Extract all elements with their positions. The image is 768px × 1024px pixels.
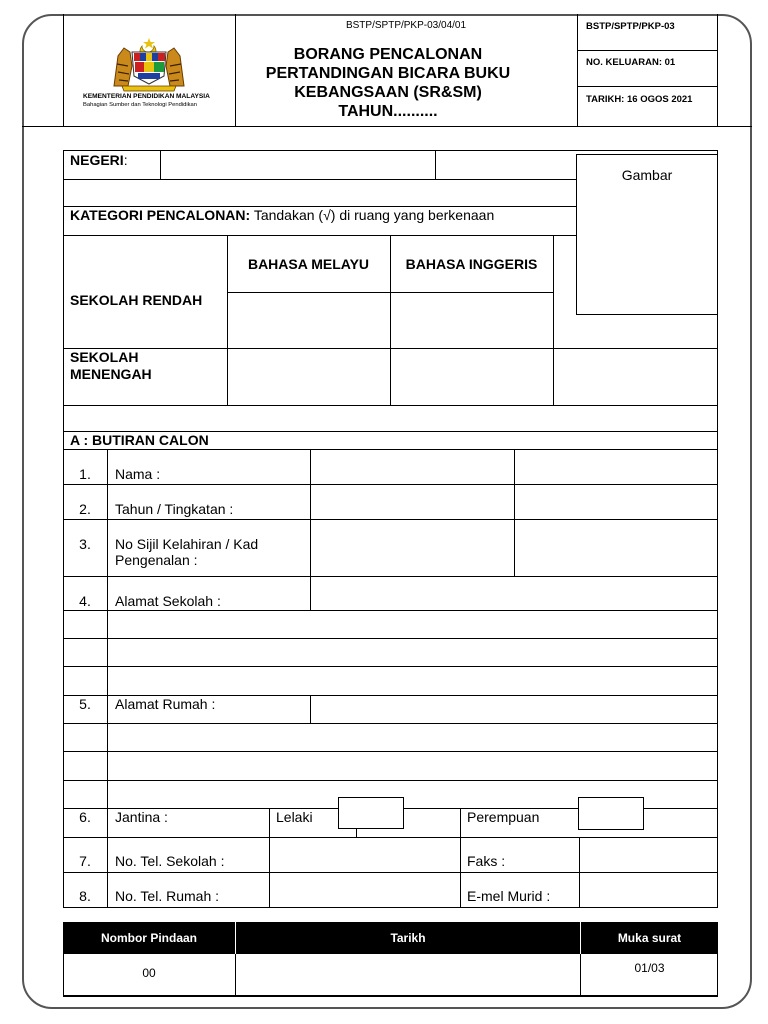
checkbox-sr-bm[interactable] [228,293,389,347]
nama-input[interactable] [311,450,717,484]
negeri-input[interactable] [161,151,435,179]
tel-rumah-label: No. Tel. Rumah : [115,888,220,904]
muka-surat-value: 01/03 [634,961,665,975]
item-number: 2. [79,501,91,517]
kategori-instruction: KATEGORI PENCALONAN: Tandakan (√) di ruang yang berkenaan [70,207,495,223]
issue-date: TARIKH: 16 OGOS 2021 [586,94,693,105]
ministry-crest-logo [108,36,190,92]
alamat-rumah-input[interactable] [311,696,717,723]
section-a-title: A : BUTIRAN CALON [70,432,209,448]
alamat-sekolah-label: Alamat Sekolah : [115,593,221,609]
ministry-name: KEMENTERIAN PENDIDIKAN MALAYSIA [83,93,210,100]
alamat-sekolah-input[interactable] [311,577,717,610]
item-number: 4. [79,593,91,609]
checkbox-sm-bi[interactable] [391,349,552,404]
sijil-kelahiran-input[interactable] [311,520,717,576]
col-bahasa-inggeris: BAHASA INGGERIS [405,256,538,272]
item-number: 1. [79,466,91,482]
negeri-label: NEGERI: [70,152,128,168]
checkbox-sr-bi[interactable] [391,293,552,347]
tel-sekolah-label: No. Tel. Sekolah : [115,853,225,869]
checkbox-sm-bm[interactable] [228,349,389,404]
document-code: BSTP/SPTP/PKP-03/04/01 [345,20,467,31]
faks-label: Faks : [467,853,506,869]
sijil-kelahiran-label: No Sijil Kelahiran / Kad Pengenalan : [115,536,259,568]
faks-input[interactable] [580,838,717,872]
perempuan-checkbox[interactable] [578,797,644,830]
lelaki-checkbox[interactable] [338,797,404,829]
reference-code: BSTP/SPTP/PKP-03 [586,21,675,32]
item-number: 7. [79,853,91,869]
col-bahasa-melayu: BAHASA MELAYU [247,256,370,272]
tel-rumah-input[interactable] [270,873,460,907]
tel-sekolah-input[interactable] [270,838,460,872]
muka-surat-header: Muka surat [581,922,718,954]
nombor-pindaan-header: Nombor Pindaan [63,922,235,954]
ministry-division: Bahagian Sumber dan Teknologi Pendidikan [83,102,197,108]
item-number: 8. [79,888,91,904]
alamat-rumah-label: Alamat Rumah : [115,696,216,712]
item-number: 3. [79,536,91,552]
row-sekolah-menengah: SEKOLAH MENENGAH [70,349,152,382]
emel-murid-label: E-mel Murid : [467,888,551,904]
issue-number: NO. KELUARAN: 01 [586,57,676,68]
lelaki-label: Lelaki [276,809,313,825]
item-number: 6. [79,809,91,825]
photo-label: Gambar [621,167,673,183]
tahun-tingkatan-label: Tahun / Tingkatan : [115,501,234,517]
emel-murid-input[interactable] [580,873,717,907]
form-title: BORANG PENCALONAN PERTANDINGAN BICARA BUKU KEBANGSAAN (SR&SM) TAHUN.......... [265,46,511,120]
item-number: 5. [79,696,91,712]
nombor-pindaan-value: 00 [142,966,156,980]
perempuan-label: Perempuan [467,809,540,825]
nama-label: Nama : [115,466,161,482]
row-sekolah-rendah: SEKOLAH RENDAH [70,292,203,308]
jantina-label: Jantina : [115,809,168,825]
tahun-tingkatan-input[interactable] [311,485,717,519]
tarikh-header: Tarikh [236,922,580,954]
